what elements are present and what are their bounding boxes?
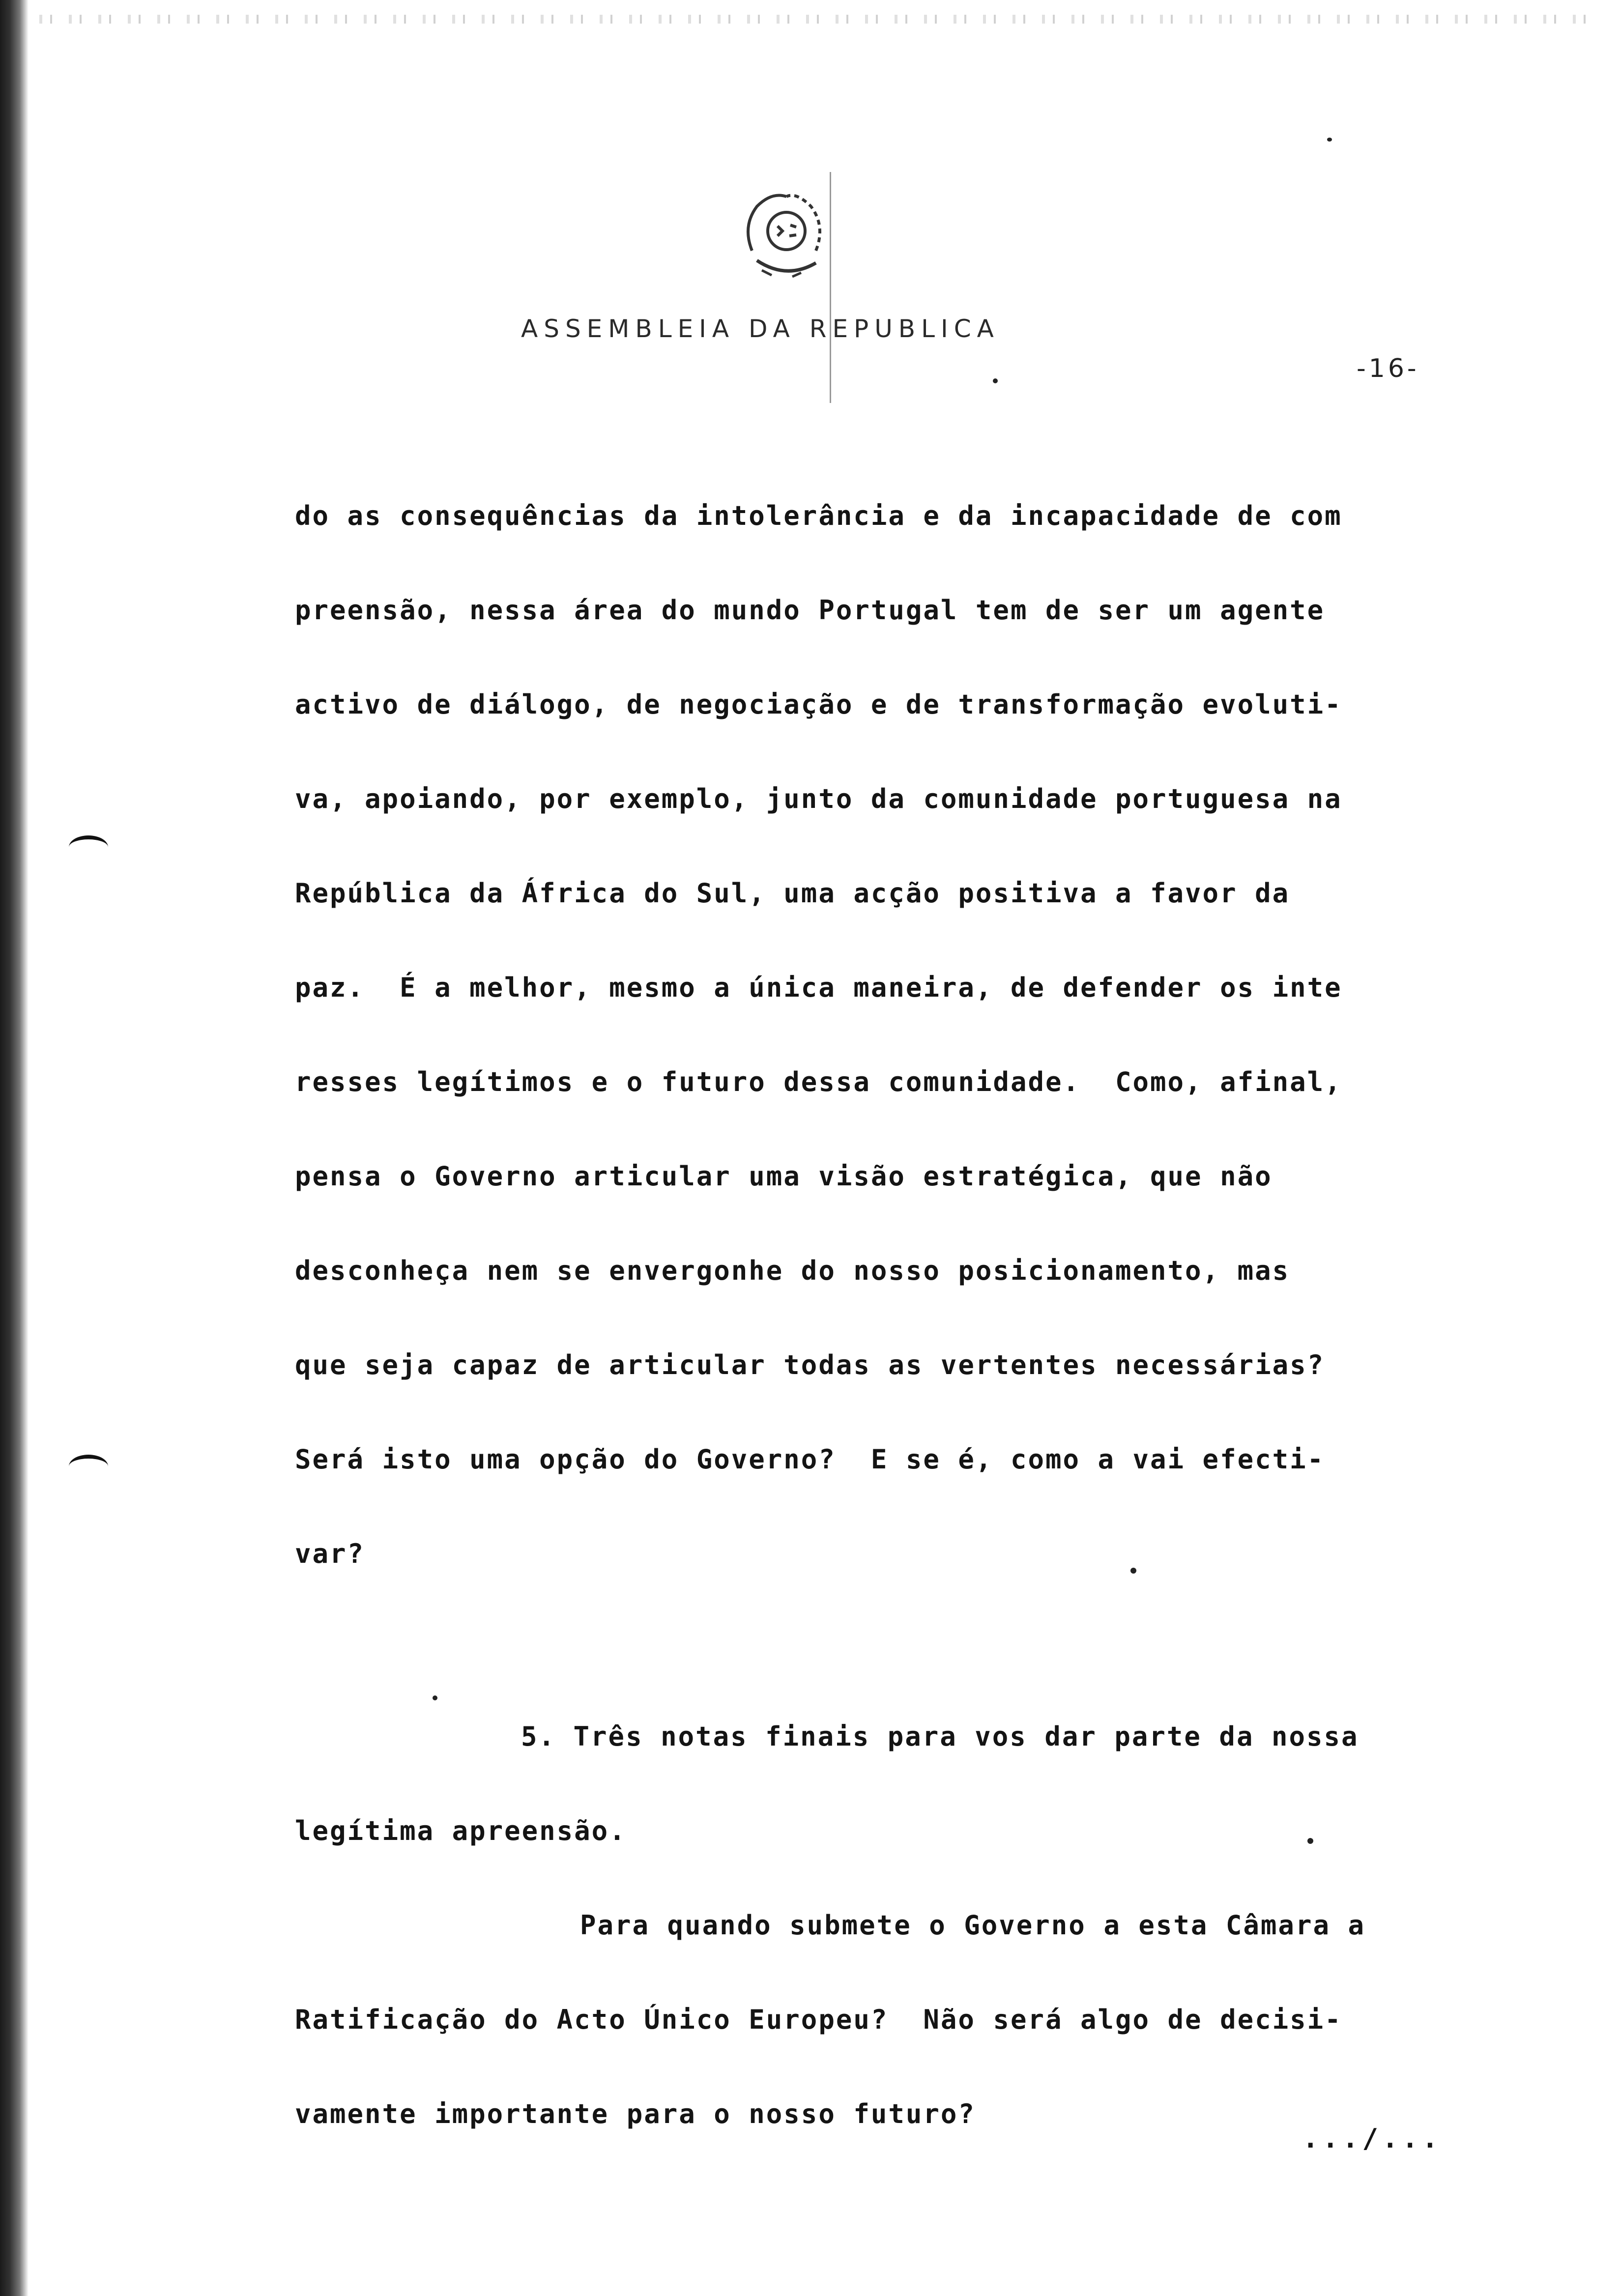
text-line: Ratificação do Acto Único Europeu? Não será algo de decisi- bbox=[295, 2004, 1342, 2035]
scan-speck bbox=[433, 1695, 437, 1700]
scan-noise bbox=[39, 15, 1602, 24]
text-line: República da África do Sul, uma acção positiva a favor da bbox=[295, 878, 1290, 909]
text-line: Para quando submete o Governo a esta Câmara a bbox=[580, 1910, 1365, 1941]
punch-hole-mark bbox=[69, 835, 108, 859]
scan-speck bbox=[1307, 1838, 1313, 1844]
page-number: -16- bbox=[1357, 354, 1419, 383]
institution-header: ASSEMBLEIA DA REPUBLICA bbox=[521, 315, 1000, 343]
text-line: 5. Três notas finais para vos dar parte da nossa bbox=[521, 1721, 1359, 1752]
fold-line bbox=[830, 172, 831, 403]
punch-hole-mark bbox=[69, 1455, 108, 1478]
continuation-mark: .../... bbox=[1302, 2123, 1442, 2154]
text-line: legítima apreensão. bbox=[295, 1815, 627, 1846]
text-line: activo de diálogo, de negociação e de transformação evoluti- bbox=[295, 689, 1342, 720]
document-body bbox=[295, 491, 1435, 2184]
text-line: Será isto uma opção do Governo? E se é, como a vai efecti- bbox=[295, 1444, 1325, 1475]
scan-speck bbox=[1130, 1568, 1136, 1574]
binding-edge bbox=[0, 0, 29, 2296]
scan-speck bbox=[1327, 138, 1332, 142]
paragraph-continuation bbox=[295, 491, 1435, 1624]
text-line: preensão, nessa área do mundo Portugal tem de ser um agente bbox=[295, 595, 1325, 626]
text-line: do as consequências da intolerância e da incapacidade de com bbox=[295, 500, 1342, 531]
paragraph-gap bbox=[295, 1624, 1435, 1712]
text-line: vamente importante para o nosso futuro? bbox=[295, 2098, 976, 2129]
text-line: var? bbox=[295, 1538, 365, 1569]
text-line: paz. É a melhor, mesmo a única maneira, de defender os inte bbox=[295, 972, 1342, 1003]
text-line: que seja capaz de articular todas as vertentes necessárias? bbox=[295, 1349, 1325, 1380]
scan-speck bbox=[993, 378, 998, 383]
point-5-paragraph bbox=[295, 1712, 1435, 1901]
text-line: pensa o Governo articular uma visão estratégica, que não bbox=[295, 1161, 1273, 1192]
text-line: va, apoiando, por exemplo, junto da comunidade portuguesa na bbox=[295, 783, 1342, 814]
text-line: desconheça nem se envergonhe do nosso posicionamento, mas bbox=[295, 1255, 1290, 1286]
text-line: resses legítimos e o futuro dessa comunidade. Como, afinal, bbox=[295, 1066, 1342, 1097]
coat-of-arms-icon bbox=[732, 177, 840, 290]
question-paragraph bbox=[295, 1901, 1435, 2184]
